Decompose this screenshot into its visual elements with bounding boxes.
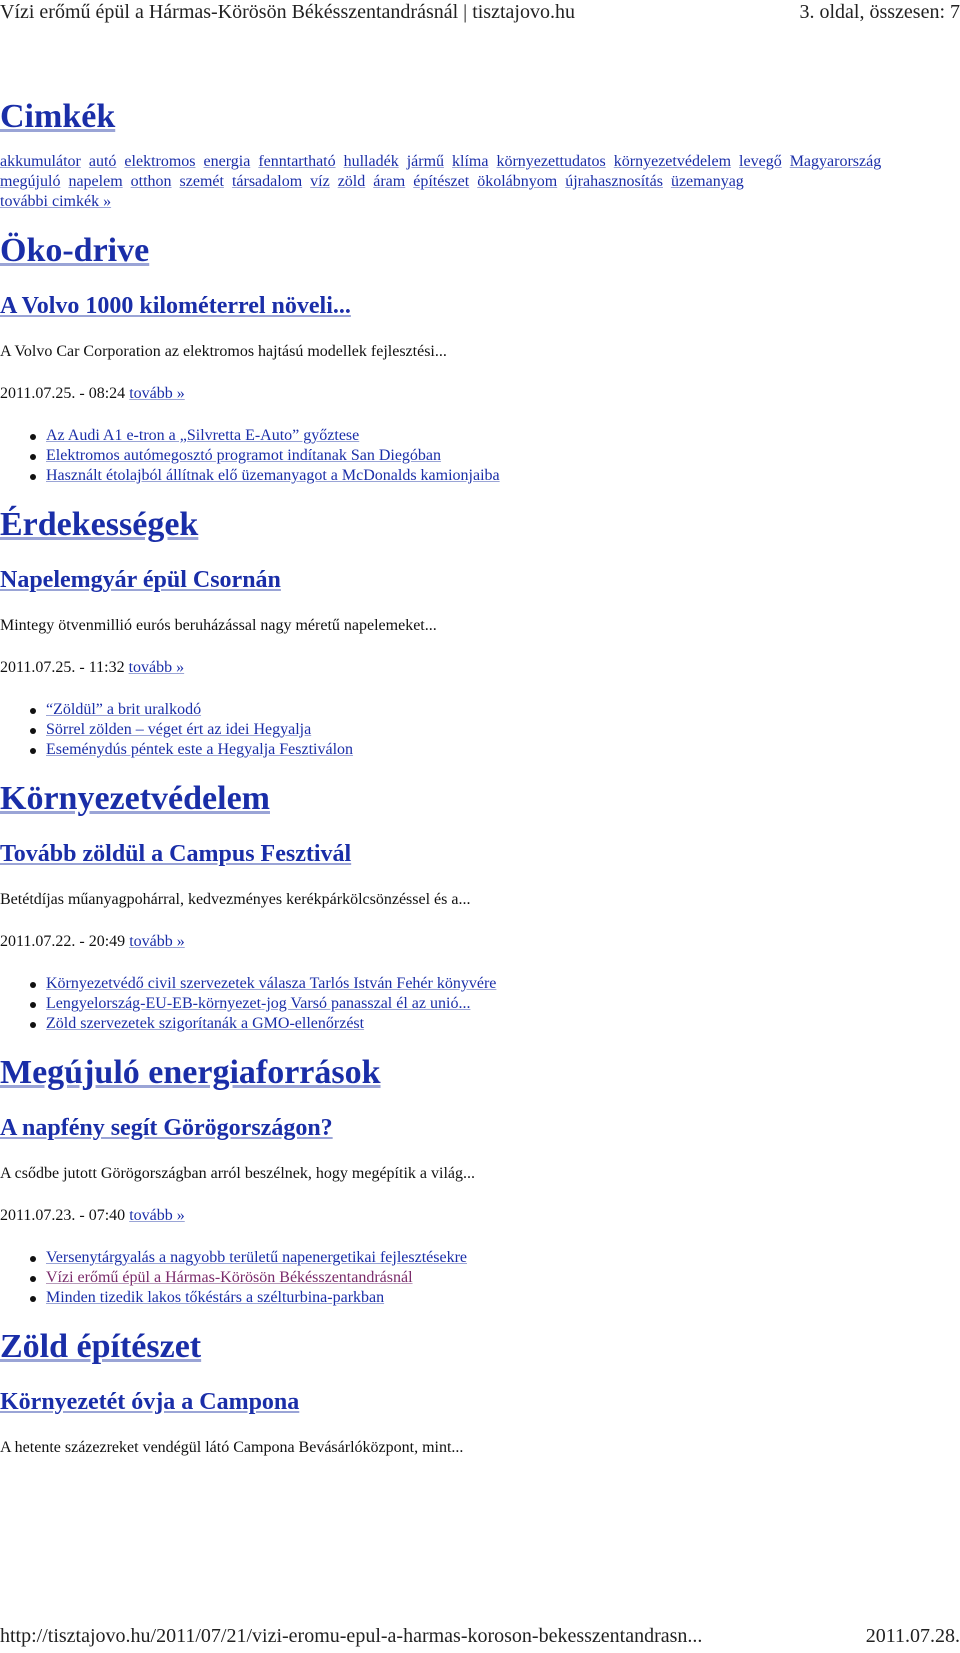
- related-article-item: [46, 720, 960, 740]
- tags-section: [0, 98, 960, 212]
- read-more-link[interactable]: tovább »: [128, 659, 185, 676]
- tag-link[interactable]: társadalom: [231, 173, 303, 190]
- related-article-link[interactable]: Zöld szervezetek szigorítanák a GMO-ellenőrzést: [46, 1015, 365, 1032]
- article-date: 2011.07.22. - 20:49: [0, 933, 126, 950]
- tag-link[interactable]: elektromos: [124, 153, 196, 170]
- related-article-item: [46, 1288, 960, 1308]
- tag-link[interactable]: napelem: [68, 173, 123, 190]
- tag-link[interactable]: megújuló: [0, 173, 61, 190]
- related-article-link[interactable]: Versenytárgyalás a nagyobb területű napenergetikai fejlesztésekre: [46, 1249, 468, 1266]
- article-date: 2011.07.25. - 08:24: [0, 385, 126, 402]
- more-tags-link[interactable]: további cimkék »: [0, 193, 112, 210]
- article-meta: [0, 658, 960, 678]
- section-erdekessegek: [0, 506, 960, 760]
- article-teaser: Mintegy ötvenmillió eurós beruházással nagy méretű napelemeket...: [0, 617, 437, 634]
- article-teaser: A Volvo Car Corporation az elektromos hajtású modellek fejlesztési...: [0, 343, 447, 360]
- tag-link[interactable]: fenntartható: [258, 153, 336, 170]
- tag-link[interactable]: Magyarország: [789, 153, 882, 170]
- article-title-link[interactable]: A Volvo 1000 kilométerrel növeli...: [0, 293, 351, 319]
- tag-link[interactable]: környezettudatos: [496, 153, 606, 170]
- related-article-item: [46, 974, 960, 994]
- section-oko-drive: [0, 232, 960, 486]
- section-zold-epiteszet: [0, 1328, 960, 1458]
- section-title[interactable]: Zöld építészet: [0, 1328, 202, 1365]
- related-article-item: [46, 994, 960, 1014]
- tag-link[interactable]: akkumulátor: [0, 153, 81, 170]
- related-article-link[interactable]: Környezetvédő civil szervezetek válasza Tarlós István Fehér könyvére: [46, 975, 497, 992]
- related-articles-list: [0, 700, 960, 760]
- tag-link[interactable]: építészet: [413, 173, 470, 190]
- tag-link[interactable]: levegő: [739, 153, 782, 170]
- tag-cloud: [0, 152, 930, 212]
- related-article-link[interactable]: Sörrel zölden – véget ért az idei Hegyalja: [46, 721, 312, 738]
- related-article-link[interactable]: Elektromos autómegosztó programot indítanak San Diegóban: [46, 447, 442, 464]
- article-title-link[interactable]: Környezetét óvja a Campona: [0, 1389, 300, 1415]
- related-article-item: [46, 1248, 960, 1268]
- tag-link[interactable]: áram: [373, 173, 406, 190]
- article-date: 2011.07.25. - 11:32: [0, 659, 125, 676]
- article-teaser: A hetente százezreket vendégül látó Campona Bevásárlóközpont, mint...: [0, 1439, 464, 1456]
- related-articles-list: [0, 974, 960, 1034]
- print-page-url: http://tisztajovo.hu/2011/07/21/vizi-eromu-epul-a-harmas-koroson-bekesszentandrasn...: [0, 1625, 703, 1647]
- tag-link[interactable]: zöld: [337, 173, 366, 190]
- print-page-title: Vízi erőmű épül a Hármas-Körösön Békésszentandrásnál | tisztajovo.hu: [0, 1, 575, 23]
- tag-link[interactable]: hulladék: [343, 153, 399, 170]
- tag-link[interactable]: szemét: [179, 173, 224, 190]
- related-article-item: [46, 1268, 960, 1288]
- related-article-link[interactable]: Az Audi A1 e-tron a „Silvretta E-Auto” győztese: [46, 427, 360, 444]
- section-title[interactable]: Öko-drive: [0, 232, 150, 269]
- read-more-link[interactable]: tovább »: [129, 1207, 185, 1224]
- related-article-item: [46, 1014, 960, 1034]
- article-title-link[interactable]: Napelemgyár épül Csornán: [0, 567, 281, 593]
- print-date: 2011.07.28.: [865, 1625, 960, 1647]
- tag-link[interactable]: üzemanyag: [670, 173, 744, 190]
- related-article-link[interactable]: “Zöldül” a brit uralkodó: [46, 701, 202, 718]
- print-page-info: 3. oldal, összesen: 7: [799, 1, 960, 23]
- tag-link[interactable]: környezetvédelem: [613, 153, 732, 170]
- related-article-link[interactable]: Használt étolajból állítnak elő üzemanyagot a McDonalds kamionjaiba: [46, 467, 500, 484]
- article-meta: [0, 384, 960, 404]
- article-title-link[interactable]: A napfény segít Görögországon?: [0, 1115, 333, 1141]
- related-article-item: [46, 700, 960, 720]
- section-title[interactable]: Érdekességek: [0, 506, 199, 543]
- read-more-link[interactable]: tovább »: [129, 933, 185, 950]
- section-title[interactable]: Környezetvédelem: [0, 780, 270, 817]
- related-articles-list: [0, 1248, 960, 1308]
- tag-link[interactable]: jármű: [406, 153, 445, 170]
- print-header: [0, 0, 960, 28]
- tag-link[interactable]: otthon: [130, 173, 172, 190]
- related-article-item: [46, 466, 960, 486]
- related-article-link-current[interactable]: Vízi erőmű épül a Hármas-Körösön Békésszentandrásnál: [46, 1269, 413, 1286]
- article-teaser: A csődbe jutott Görögországban arról beszélnek, hogy megépítik a világ...: [0, 1165, 475, 1182]
- related-article-link[interactable]: Lengyelország-EU-EB-környezet-jog Varsó panasszal él az unió...: [46, 995, 471, 1012]
- article-title-link[interactable]: Tovább zöldül a Campus Fesztivál: [0, 841, 352, 867]
- tag-link[interactable]: víz: [310, 173, 330, 190]
- related-article-item: [46, 446, 960, 466]
- section-title-tags[interactable]: Cimkék: [0, 98, 116, 135]
- article-meta: [0, 932, 960, 952]
- section-kornyezetvedelem: [0, 780, 960, 1034]
- main-content: [0, 98, 960, 1458]
- related-articles-list: [0, 426, 960, 486]
- tag-link[interactable]: klíma: [452, 153, 489, 170]
- tag-link[interactable]: autó: [88, 153, 117, 170]
- read-more-link[interactable]: tovább »: [129, 385, 185, 402]
- tag-link[interactable]: újrahasznosítás: [565, 173, 663, 190]
- related-article-link[interactable]: Eseménydús péntek este a Hegyalja Fesztiválon: [46, 741, 354, 758]
- related-article-item: [46, 426, 960, 446]
- tag-link[interactable]: ökolábnyom: [477, 173, 558, 190]
- section-title[interactable]: Megújuló energiaforrások: [0, 1054, 381, 1091]
- print-footer: [0, 1624, 960, 1652]
- article-teaser: Betétdíjas műanyagpohárral, kedvezményes kerékpárkölcsönzéssel és a...: [0, 891, 471, 908]
- article-date: 2011.07.23. - 07:40: [0, 1207, 126, 1224]
- tag-link[interactable]: energia: [203, 153, 251, 170]
- related-article-link[interactable]: Minden tizedik lakos tőkéstárs a szélturbina-parkban: [46, 1289, 385, 1306]
- related-article-item: [46, 740, 960, 760]
- article-meta: [0, 1206, 960, 1226]
- section-megujulo-energiaforrasok: [0, 1054, 960, 1308]
